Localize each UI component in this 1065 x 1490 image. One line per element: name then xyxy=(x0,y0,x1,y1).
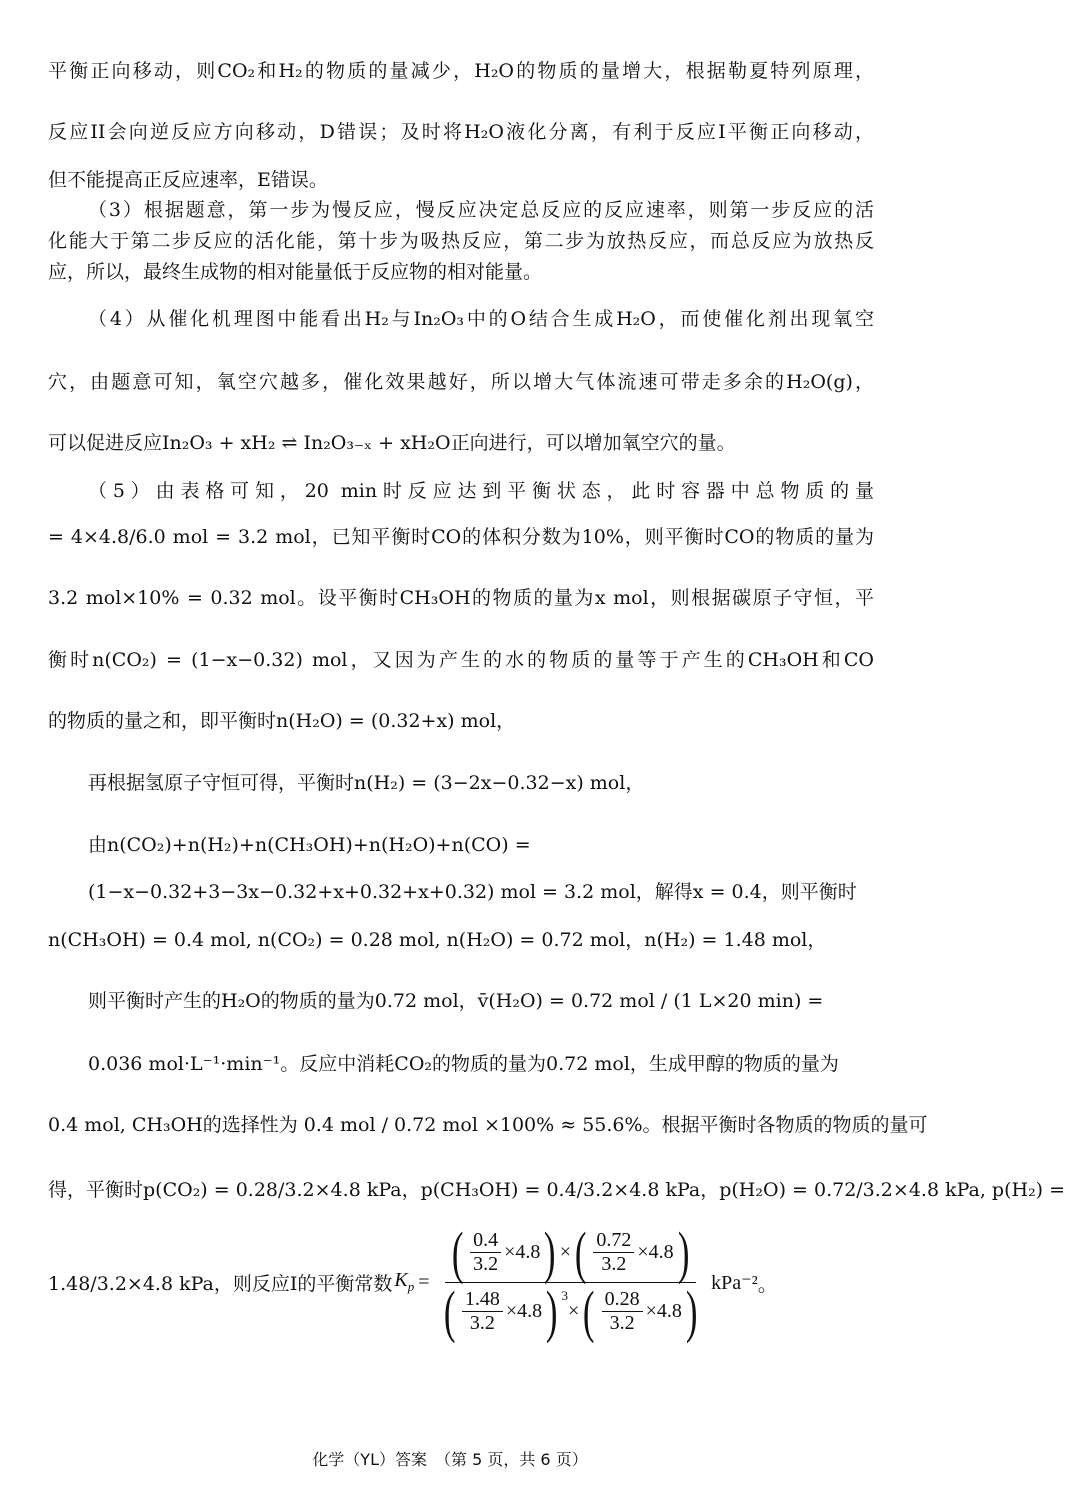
kp-formula xyxy=(48,1219,778,1344)
text-line-15: 再根据氢原子守恒可得，平衡时n(H₂) = (3−2x−0.32−x) mol， xyxy=(88,772,645,794)
text-line-17: (1−x−0.32+3−3x−0.32+x+0.32+x+0.32) mol = 3.2 mol，解得x = 0.4，则平衡时 xyxy=(88,881,857,903)
text-line-21: 0.4 mol, CH₃OH的选择性为 0.4 mol / 0.72 mol ×100% ≈ 55.6%。根据平衡时各物质的物质的量可 xyxy=(48,1114,928,1136)
text-line-11: = 4×4.8/6.0 mol = 3.2 mol，已知平衡时CO的体积分数为10%，则平衡时CO的物质的量为 xyxy=(48,526,874,548)
text-line-1: 平衡正向移动，则CO₂和H₂的物质的量减少，H₂O的物质的量增大，根据勒夏特列原理， xyxy=(48,60,874,82)
kp-unit: kPa⁻² xyxy=(711,1271,758,1294)
text-line-14: 的物质的量之和，即平衡时n(H₂O) = (0.32+x) mol， xyxy=(48,710,516,732)
kp-prefix: 1.48/3.2×4.8 kPa，则反应I的平衡常数 xyxy=(48,1272,393,1295)
text-line-16: 由n(CO₂)+n(H₂)+n(CH₃OH)+n(H₂O)+n(CO) = xyxy=(88,834,531,856)
text-line-9: 可以促进反应In₂O₃ + xH₂ ⇌ In₂O₃₋ₓ + xH₂O正向进行，可以增加氧空穴的量。 xyxy=(48,432,736,454)
text-line-4: （3）根据题意，第一步为慢反应，慢反应决定总反应的反应速率，则第一步反应的活 xyxy=(88,199,874,221)
text-line-6: 应，所以，最终生成物的相对能量低于反应物的相对能量。 xyxy=(48,261,543,283)
kp-end: 。 xyxy=(757,1271,778,1296)
text-line-12: 3.2 mol×10% = 0.32 mol。设平衡时CH₃OH的物质的量为x mol，则根据碳原子守恒，平 xyxy=(48,587,874,609)
text-line-5: 化能大于第二步反应的活化能，第十步为吸热反应，第二步为放热反应，而总反应为放热反 xyxy=(48,230,874,252)
text-line-8: 穴，由题意可知，氧空穴越多，催化效果越好，所以增大气体流速可带走多余的H₂O(g)， xyxy=(48,371,874,393)
text-line-7: （4）从催化机理图中能看出H₂与In₂O₃中的O结合生成H₂O，而使催化剂出现氧空 xyxy=(88,308,874,330)
text-line-2: 反应II会向逆反应方向移动，D错误；及时将H₂O液化分离，有利于反应I平衡正向移动， xyxy=(48,121,874,143)
text-line-20: 0.036 mol·L⁻¹·min⁻¹。反应中消耗CO₂的物质的量为0.72 mol，生成甲醇的物质的量为 xyxy=(88,1053,839,1075)
kp-main-fraction: ( $\frac{0.4}{3.2}$ ×4.8 ) × ( $\frac{0.72}{3.2}$ ×4.8 ) ( $\frac{1.48}{3.2}$ ×4.8 ) 3 × ( $\frac{0.28}{3.2}$ ×4.8 ) xyxy=(443,1219,698,1344)
text-line-22: 得，平衡时p(CO₂) = 0.28/3.2×4.8 kPa，p(CH₃OH) = 0.4/3.2×4.8 kPa，p(H₂O) = 0.72/3.2×4.8 kPa, p(H₂) = xyxy=(48,1179,1065,1201)
text-line-19: 则平衡时产生的H₂O的物质的量为0.72 mol，v̄(H₂O) = 0.72 mol / (1 L×20 min) = xyxy=(88,990,824,1012)
kp-equals: = xyxy=(418,1270,430,1293)
text-line-18: n(CH₃OH) = 0.4 mol, n(CO₂) = 0.28 mol, n(H₂O) = 0.72 mol，n(H₂) = 1.48 mol， xyxy=(48,929,827,951)
text-line-13: 衡时n(CO₂) = (1−x−0.32) mol，又因为产生的水的物质的量等于产生的CH₃OH和CO xyxy=(48,649,874,671)
page-footer: 化学（YL）答案 （第 5 页，共 6 页） xyxy=(312,1450,588,1469)
text-line-10: （5）由表格可知，20 min时反应达到平衡状态，此时容器中总物质的量 xyxy=(88,480,874,502)
kp-symbol: $K_p$ xyxy=(394,1269,415,1294)
text-line-3: 但不能提高正反应速率，E错误。 xyxy=(48,169,328,191)
